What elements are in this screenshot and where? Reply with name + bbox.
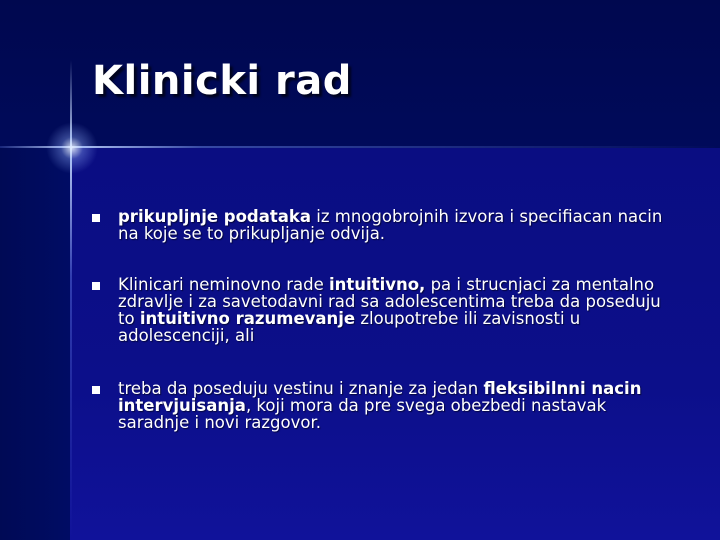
square-bullet-icon: [92, 214, 100, 222]
left-band: [0, 148, 70, 540]
bold-text: fleksibilnni nacin intervjuisanja: [118, 379, 642, 415]
square-bullet-icon: [92, 386, 100, 394]
bullet-text: [118, 208, 678, 242]
text: treba da poseduju vestinu i znanje za jedan: [118, 379, 484, 398]
bullet-text: [118, 380, 678, 431]
bold-text: intuitivno razumevanje: [139, 309, 356, 328]
horizontal-accent-line: [0, 146, 720, 148]
square-bullet-icon: [92, 282, 100, 290]
light-flare-icon: [46, 122, 98, 174]
text: pa i strucnjaci za mentalno zdravlje i za savetodavni rad sa adolescentima treba da poseduju to: [118, 275, 661, 328]
text: , koji mora da pre svega obezbedi nastavak saradnje i novi razgovor.: [118, 396, 607, 432]
bold-text: prikupljnje podataka: [118, 207, 312, 226]
text: iz mnogobrojnih izvora i specifiacan nacin na koje se to prikupljanje odvija.: [118, 207, 663, 243]
text: zloupotrebe ili zavisnosti u adolescenciji, ali: [118, 309, 581, 345]
bullet-text: [118, 276, 678, 344]
bold-text: intuitivno,: [328, 275, 426, 294]
text: Klinicari neminovno rade: [118, 275, 329, 294]
slide-title: Klinicki rad: [92, 58, 352, 104]
